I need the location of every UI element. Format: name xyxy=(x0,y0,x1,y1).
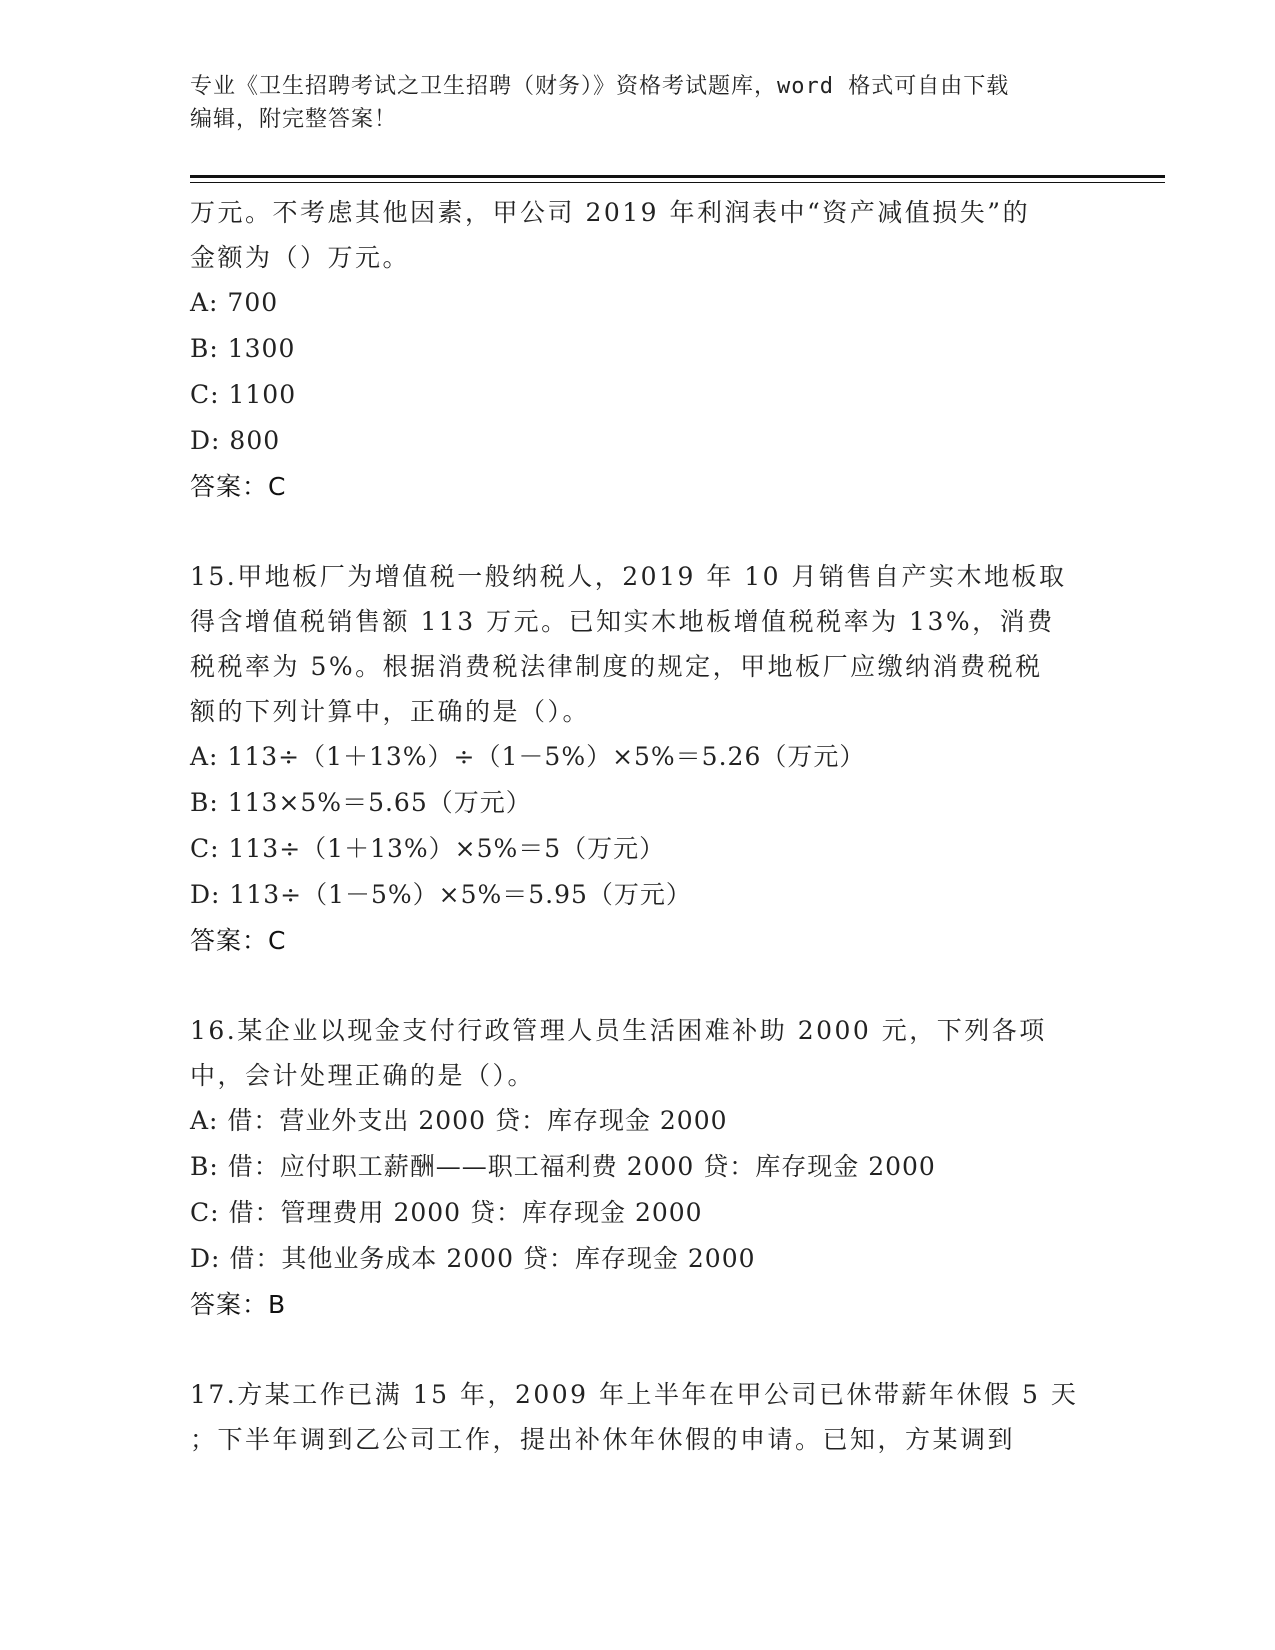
question-14-text-line-1: 万元。不考虑其他因素，甲公司 2019 年利润表中“资产减值损失”的 xyxy=(190,198,1031,227)
question-15-answer: 答案：C xyxy=(190,926,287,955)
spacer xyxy=(190,1328,1090,1372)
question-15-text-line-1: 15.甲地板厂为增值税一般纳税人，2019 年 10 月销售自产实木地板取 xyxy=(190,562,1067,591)
question-16-option-d: D: 借：其他业务成本 2000 贷：库存现金 2000 xyxy=(190,1244,756,1273)
question-14-answer: 答案：C xyxy=(190,472,287,501)
question-16 xyxy=(190,1008,1090,1328)
question-14-option-a: A: 700 xyxy=(190,288,279,317)
question-15-text-line-4: 额的下列计算中，正确的是（）。 xyxy=(190,697,591,726)
spacer xyxy=(190,510,1090,554)
question-15-option-d: D: 113÷（1－5%）×5%＝5.95（万元） xyxy=(190,880,692,909)
question-14-text-line-2: 金额为（）万元。 xyxy=(190,243,411,272)
question-content xyxy=(190,190,1090,1462)
question-16-option-b: B: 借：应付职工薪酬——职工福利费 2000 贷：库存现金 2000 xyxy=(190,1152,936,1181)
question-15-option-c: C: 113÷（1＋13%）×5%＝5（万元） xyxy=(190,834,666,863)
question-14-option-c: C: 1100 xyxy=(190,380,297,409)
question-15 xyxy=(190,554,1090,964)
question-15-option-a: A: 113÷（1＋13%）÷（1－5%）×5%＝5.26（万元） xyxy=(190,742,866,771)
spacer xyxy=(190,964,1090,1008)
question-17-text-line-1: 17.方某工作已满 15 年，2009 年上半年在甲公司已休带薪年休假 5 天 xyxy=(190,1380,1079,1409)
question-14-option-b: B: 1300 xyxy=(190,334,296,363)
question-16-option-c: C: 借：管理费用 2000 贷：库存现金 2000 xyxy=(190,1198,703,1227)
question-15-text-line-2: 得含增值税销售额 113 万元。已知实木地板增值税税率为 13%，消费 xyxy=(190,607,1055,636)
question-17 xyxy=(190,1372,1090,1462)
question-16-answer: 答案：B xyxy=(190,1290,287,1319)
page-header xyxy=(190,70,1090,136)
question-16-text-line-2: 中，会计处理正确的是（）。 xyxy=(190,1061,536,1090)
question-16-text-line-1: 16.某企业以现金支付行政管理人员生活困难补助 2000 元，下列各项 xyxy=(190,1016,1047,1045)
question-15-text-line-3: 税税率为 5%。根据消费税法律制度的规定，甲地板厂应缴纳消费税税 xyxy=(190,652,1043,681)
question-17-text-line-2: ；下半年调到乙公司工作，提出补休年休假的申请。已知，方某调到 xyxy=(190,1425,1016,1454)
question-16-option-a: A: 借：营业外支出 2000 贷：库存现金 2000 xyxy=(190,1106,728,1135)
question-14-option-d: D: 800 xyxy=(190,426,281,455)
header-rule-thin xyxy=(190,182,1165,183)
question-14 xyxy=(190,190,1090,510)
header-line-2: 编辑，附完整答案！ xyxy=(190,107,398,132)
header-line-1: 专业《卫生招聘考试之卫生招聘（财务）》资格考试题库，word 格式可自由下载 xyxy=(190,74,1010,99)
question-15-option-b: B: 113×5%＝5.65（万元） xyxy=(190,788,532,817)
header-rule-thick xyxy=(190,175,1165,178)
